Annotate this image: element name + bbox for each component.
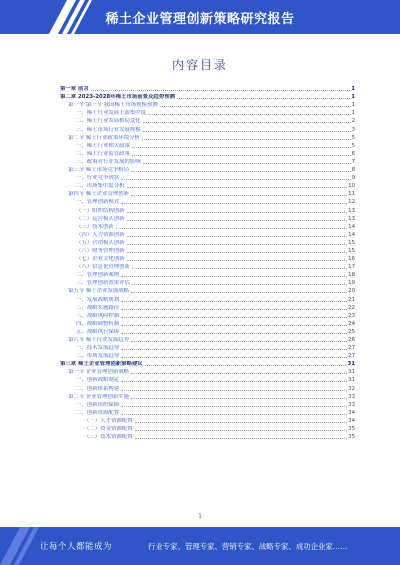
toc-entry-title: 二、管理创新案例 bbox=[76, 272, 120, 279]
toc-dot-leader bbox=[160, 106, 351, 107]
toc-entry-page: 18 bbox=[348, 272, 355, 279]
toc-entry-page: 14 bbox=[348, 231, 355, 238]
toc-entry-title: 一、管理创新模式 bbox=[76, 199, 120, 206]
header-bar bbox=[0, 0, 400, 34]
toc-entry-page: 1 bbox=[351, 102, 355, 109]
toc-dot-leader bbox=[121, 414, 347, 415]
footer-bar bbox=[0, 527, 400, 565]
toc-entry-page: 9 bbox=[351, 175, 355, 182]
toc-entry-title: 一、技术发展趋势 bbox=[76, 345, 120, 352]
toc-entry-page: 1 bbox=[351, 86, 355, 93]
toc-dot-leader bbox=[131, 292, 347, 293]
toc-dot-leader bbox=[121, 357, 347, 358]
toc-entry[interactable] bbox=[60, 157, 355, 165]
toc-entry-title: 第五节 稀土企业发展战略 bbox=[68, 288, 130, 295]
toc-entry[interactable] bbox=[60, 108, 355, 116]
toc-dot-leader bbox=[131, 398, 347, 399]
toc-entry-page: 33 bbox=[348, 393, 355, 400]
toc-entry-title: 一、发展战略规划 bbox=[76, 296, 120, 303]
toc-entry-page: 15 bbox=[348, 239, 355, 246]
toc-entry-title: 一、稀土行业相关政策 bbox=[76, 142, 130, 149]
toc-dot-leader bbox=[127, 220, 348, 221]
toc-entry-title: 一、创新组织保障 bbox=[76, 401, 120, 408]
toc-entry[interactable] bbox=[60, 303, 355, 311]
toc-entry-page: 17 bbox=[348, 264, 355, 271]
toc-entry-page: 10 bbox=[348, 183, 355, 190]
toc-entry[interactable] bbox=[60, 383, 355, 391]
toc-entry[interactable] bbox=[60, 124, 355, 132]
toc-dot-leader bbox=[143, 131, 351, 132]
toc-dot-leader bbox=[145, 365, 347, 366]
toc-dot-leader bbox=[131, 171, 351, 172]
toc-dot-leader bbox=[131, 373, 347, 374]
toc-dot-leader bbox=[143, 163, 351, 164]
toc-dot-leader bbox=[121, 203, 347, 204]
toc-dot-leader bbox=[132, 155, 351, 156]
toc-entry-page: 20 bbox=[348, 288, 355, 295]
toc-entry-page: 11 bbox=[348, 191, 355, 198]
toc-entry[interactable] bbox=[60, 294, 355, 302]
toc-entry-title: 第二节 稀土行业政策环境分析 bbox=[68, 134, 140, 141]
toc-dot-leader bbox=[131, 341, 347, 342]
toc-entry-title: （五）营销模式创新 bbox=[76, 239, 125, 246]
toc-entry-page: 32 bbox=[348, 385, 355, 392]
toc-dot-leader bbox=[121, 390, 347, 391]
toc-entry-page: 34 bbox=[348, 417, 355, 424]
toc-entry-page: 15 bbox=[348, 247, 355, 254]
toc-entry-title: 第一章 前言 bbox=[60, 86, 89, 93]
toc-entry-page: 14 bbox=[348, 223, 355, 230]
toc-entry-title: （七）企业文化创新 bbox=[76, 256, 125, 263]
toc-entry[interactable] bbox=[60, 327, 355, 335]
toc-dot-leader bbox=[127, 260, 348, 261]
toc-dot-leader bbox=[121, 317, 347, 318]
toc-entry-page: 35 bbox=[348, 434, 355, 441]
toc-entry-page: 5 bbox=[351, 134, 355, 141]
toc-dot-leader bbox=[132, 284, 347, 285]
toc-entry[interactable] bbox=[60, 149, 355, 157]
toc-entry-title: （二）资金资源配置 bbox=[84, 426, 133, 433]
toc-dot-leader bbox=[132, 268, 347, 269]
toc-entry-title: 二、稀土行业发展格局变化 bbox=[76, 118, 141, 125]
toc-entry[interactable] bbox=[60, 254, 355, 262]
toc-dot-leader bbox=[143, 122, 351, 123]
toc-entry-title: 五、战略执行保障 bbox=[76, 328, 120, 335]
toc-entry-title: 第四节 稀土企业管理创新 bbox=[68, 191, 130, 198]
toc-entry-title: 三、稀土市场行业发展规模 bbox=[76, 126, 141, 133]
toc-entry-page: 1 bbox=[351, 94, 355, 101]
toc-dot-leader bbox=[127, 212, 348, 213]
toc-entry[interactable] bbox=[60, 351, 355, 359]
toc-dot-leader bbox=[127, 187, 348, 188]
toc-entry-page: 35 bbox=[348, 426, 355, 433]
toc-entry[interactable] bbox=[60, 359, 355, 367]
toc-entry-page: 3 bbox=[351, 126, 355, 133]
toc-entry[interactable] bbox=[60, 270, 355, 278]
toc-entry-title: 三、政策对行业发展的影响 bbox=[76, 158, 141, 165]
toc-entry-title: 三、战略风险控制 bbox=[76, 312, 120, 319]
toc-entry-title: 第六节 稀土行业发展趋势 bbox=[68, 337, 130, 343]
toc-dot-leader bbox=[91, 90, 350, 91]
toc-dot-leader bbox=[121, 381, 347, 382]
toc-entry[interactable] bbox=[60, 230, 355, 238]
toc-entry[interactable] bbox=[60, 262, 355, 270]
toc-dot-leader bbox=[131, 195, 347, 196]
toc-entry-page: 27 bbox=[348, 345, 355, 352]
toc-entry-page: 31 bbox=[348, 369, 355, 376]
toc-entry-title: 一、稀土行业发展上游集中度 bbox=[76, 110, 147, 117]
toc-entry[interactable] bbox=[60, 197, 355, 205]
toc-entry-title: 第三节 稀土市场竞争格局 bbox=[68, 167, 130, 174]
toc-entry-title: （一）组织结构创新 bbox=[76, 207, 125, 214]
toc-dot-leader bbox=[121, 349, 347, 350]
toc-dot-leader bbox=[121, 301, 347, 302]
toc-dot-leader bbox=[177, 98, 350, 99]
toc-entry-page: 31 bbox=[347, 361, 355, 368]
toc-dot-leader bbox=[121, 406, 347, 407]
toc-entry-page: 1 bbox=[351, 110, 355, 117]
toc-heading: 内容目录 bbox=[171, 58, 228, 72]
toc-entry-page: 8 bbox=[351, 167, 355, 174]
toc-dot-leader bbox=[135, 422, 348, 423]
toc-entry-title: 二、创新资源配置 bbox=[76, 409, 120, 416]
toc-entry[interactable] bbox=[60, 319, 355, 327]
toc-entry[interactable] bbox=[60, 392, 355, 400]
toc-entry[interactable] bbox=[60, 278, 355, 286]
toc-entry-title: 二、市场集中度分析 bbox=[76, 183, 125, 190]
footer-roles: 行业专家、管理专家、营销专家、战略专家、成功企业家…… bbox=[148, 541, 348, 551]
toc-entry-title: 第二章 2023-2028年稀土市场前景及趋势预测 bbox=[60, 94, 175, 101]
toc-entry[interactable] bbox=[60, 335, 355, 343]
toc-entry-title: 二、市场发展趋势 bbox=[76, 353, 120, 360]
footer-slogan: 让每个人都能成为 bbox=[40, 542, 113, 552]
toc-entry-title: 四、战略调整机制 bbox=[76, 320, 120, 327]
toc-entry-title: 二、战略实施路径 bbox=[76, 304, 120, 311]
toc-entry-page: 25 bbox=[348, 328, 355, 335]
toc-entry[interactable] bbox=[60, 246, 355, 254]
toc-dot-leader bbox=[127, 244, 348, 245]
toc-entry-page: 22 bbox=[348, 304, 355, 311]
toc-entry[interactable] bbox=[60, 141, 355, 149]
toc-entry[interactable] bbox=[60, 375, 355, 383]
toc-entry-title: 一、创新战略制定 bbox=[76, 377, 120, 384]
toc-entry[interactable] bbox=[60, 214, 355, 222]
toc-entry-title: 三、管理创新效果评估 bbox=[76, 280, 130, 287]
toc-entry[interactable] bbox=[60, 173, 355, 181]
toc-dot-leader bbox=[135, 430, 348, 431]
toc-dot-leader bbox=[135, 438, 348, 439]
toc-dot-leader bbox=[127, 236, 348, 237]
toc-entry[interactable] bbox=[60, 205, 355, 213]
toc-dot-leader bbox=[121, 333, 347, 334]
toc-entry-title: （三）技术创新 bbox=[76, 223, 114, 230]
toc-entry-page: 23 bbox=[348, 312, 355, 319]
toc-entry-page: 13 bbox=[348, 207, 355, 214]
toc-entry-page: 7 bbox=[351, 158, 355, 165]
toc-entry[interactable] bbox=[60, 408, 355, 416]
toc-entry-title: （三）技术资源配置 bbox=[84, 434, 133, 441]
toc-entry[interactable] bbox=[60, 432, 355, 440]
toc-dot-leader bbox=[148, 114, 350, 115]
toc-dot-leader bbox=[127, 252, 348, 253]
toc-entry-page: 19 bbox=[348, 280, 355, 287]
toc-entry[interactable] bbox=[60, 416, 355, 424]
toc-entry-title: （二）运营模式创新 bbox=[76, 215, 125, 222]
toc-entry[interactable] bbox=[60, 424, 355, 432]
toc-entry-title: 一、行业竞争现状 bbox=[76, 175, 120, 182]
toc-entry-title: 二、稀土行业监管政策 bbox=[76, 150, 130, 157]
toc-entry-title: （四）人力资源创新 bbox=[76, 231, 125, 238]
toc-entry-page: 5 bbox=[351, 142, 355, 149]
toc-entry-page: 34 bbox=[348, 409, 355, 416]
toc-entry[interactable] bbox=[60, 311, 355, 319]
toc-entry[interactable] bbox=[60, 400, 355, 408]
toc-entry[interactable] bbox=[60, 367, 355, 375]
toc-dot-leader bbox=[116, 228, 347, 229]
page-number: 1 bbox=[198, 513, 202, 520]
toc-entry[interactable] bbox=[60, 133, 355, 141]
toc-entry-title: 第三章 稀土企业管理创新策略建议 bbox=[60, 361, 143, 368]
toc-entry[interactable] bbox=[60, 116, 355, 124]
toc-entry[interactable] bbox=[60, 92, 355, 100]
toc-entry-title: （六）财务管理创新 bbox=[76, 247, 125, 254]
toc-entry-page: 13 bbox=[348, 215, 355, 222]
toc-entry-title: （八）信息化管理创新 bbox=[76, 264, 130, 271]
toc-entry-title: 第二节 企业管理创新实施 bbox=[68, 393, 130, 400]
toc-dot-leader bbox=[121, 276, 347, 277]
toc-entry[interactable] bbox=[60, 222, 355, 230]
toc-entry-page: 2 bbox=[351, 118, 355, 125]
toc-dot-leader bbox=[132, 147, 351, 148]
toc-entry-page: 21 bbox=[348, 296, 355, 303]
report-title: 稀土企业管理创新策略研究报告 bbox=[105, 11, 295, 27]
toc-entry-title: （一）人才资源配置 bbox=[84, 417, 133, 424]
toc-entry-page: 33 bbox=[348, 401, 355, 408]
toc-entry[interactable] bbox=[60, 343, 355, 351]
toc-entry-title: 第一节 企业管理创新策略 bbox=[68, 369, 130, 376]
toc-entry-page: 16 bbox=[348, 256, 355, 263]
toc-entry-page: 12 bbox=[348, 199, 355, 206]
toc-entry[interactable] bbox=[60, 181, 355, 189]
toc-dot-leader bbox=[121, 325, 347, 326]
toc-entry[interactable] bbox=[60, 165, 355, 173]
toc-entry-page: 24 bbox=[348, 320, 355, 327]
toc-entry-title: 第一节 第一节 我国稀土市场规模预测 bbox=[68, 102, 158, 109]
toc-entry-page: 27 bbox=[348, 353, 355, 360]
toc-entry[interactable] bbox=[60, 100, 355, 108]
toc-dot-leader bbox=[142, 139, 351, 140]
toc-entry[interactable] bbox=[60, 286, 355, 294]
toc-dot-leader bbox=[121, 309, 347, 310]
toc-entry[interactable] bbox=[60, 84, 355, 92]
toc-entry-page: 6 bbox=[351, 150, 355, 157]
toc-entry[interactable] bbox=[60, 238, 355, 246]
toc-entry-page: 26 bbox=[348, 337, 355, 343]
toc-dot-leader bbox=[121, 179, 350, 180]
toc-entry[interactable] bbox=[60, 189, 355, 197]
toc-entry-title: 二、创新体系构建 bbox=[76, 385, 120, 392]
table-of-contents bbox=[60, 84, 355, 440]
toc-entry-page: 31 bbox=[348, 377, 355, 384]
